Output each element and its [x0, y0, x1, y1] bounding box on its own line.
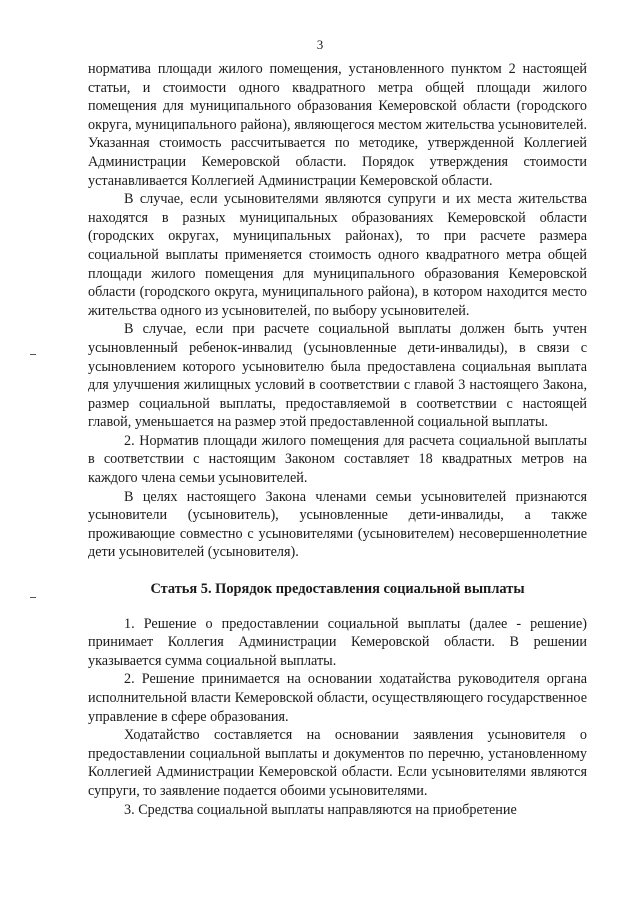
paragraph: В случае, если при расчете социальной выплаты должен быть учтен усыновленный ребенок-инвалид (усыновленные дети-инвалиды), в связи с усыновлением которого усыновителю была предоставлена социальная выплата для улучшения жилищных условий в соответствии с главой 3 настоящего Закона, размер социальной выплаты, предоставляемой в соответствии с настоящей главой, уменьшается на размер этой предоставленной социальной выплаты.	[88, 321, 587, 431]
page-number: 3	[316, 37, 324, 52]
paragraph: 2. Решение принимается на основании ходатайства руководителя органа исполнительной власти Кемеровской области, осуществляющего государственное управление в сфере образования.	[88, 671, 587, 725]
margin-mark	[30, 597, 36, 598]
paragraph: В целях настоящего Закона членами семьи усыновителей признаются усыновители (усыновитель), усыновленные дети-инвалиды, а также проживающие совместно с усыновителями (усыновителем) несовершеннолетние дети усыновителей (усыновителя).	[88, 488, 587, 561]
paragraph: 3. Средства социальной выплаты направляются на приобретение	[124, 801, 517, 818]
paragraph: Ходатайство составляется на основании заявления усыновителя о предоставлении социальной выплаты и документов по перечню, установленному Коллегией Администрации Кемеровской области. Если усыновителями являются супруги, то заявление подается обоими усыновителями.	[88, 727, 587, 799]
document-body	[88, 60, 587, 819]
article-heading: Статья 5. Порядок предоставления социальной выплаты	[150, 581, 525, 598]
paragraph: норматива площади жилого помещения, установленного пунктом 2 настоящей статьи, и стоимости одного квадратного метра общей площади жилого помещения для муниципального образования Кемеровской области (городского округа, муниципального района), являющегося местом жительства усыновителей. Указанная стоимость рассчитывается по методике, утвержденной Коллегией Администрации Кемеровской области. Порядок утверждения стоимости устанавливается Коллегией Администрации Кемеровской области.	[88, 61, 587, 189]
margin-mark	[30, 354, 36, 355]
paragraph: В случае, если усыновителями являются супруги и их места жительства находятся в разных муниципальных образованиях Кемеровской области (городских округах, муниципальных районах), то при расчете размера социальной выплаты применяется стоимость одного квадратного метра общей площади жилого помещения для муниципального образования Кемеровской области (городского округа, муниципального района), в котором находится место жительства одного из усыновителей, по выбору усыновителей.	[88, 191, 587, 319]
paragraph: 1. Решение о предоставлении социальной выплаты (далее - решение) принимает Коллегия Администрации Кемеровской области. В решении указывается сумма социальной выплаты.	[88, 615, 587, 669]
paragraph: 2. Норматив площади жилого помещения для расчета социальной выплаты в соответствии с настоящим Законом составляет 18 квадратных метров на каждого члена семьи усыновителей.	[88, 432, 587, 487]
